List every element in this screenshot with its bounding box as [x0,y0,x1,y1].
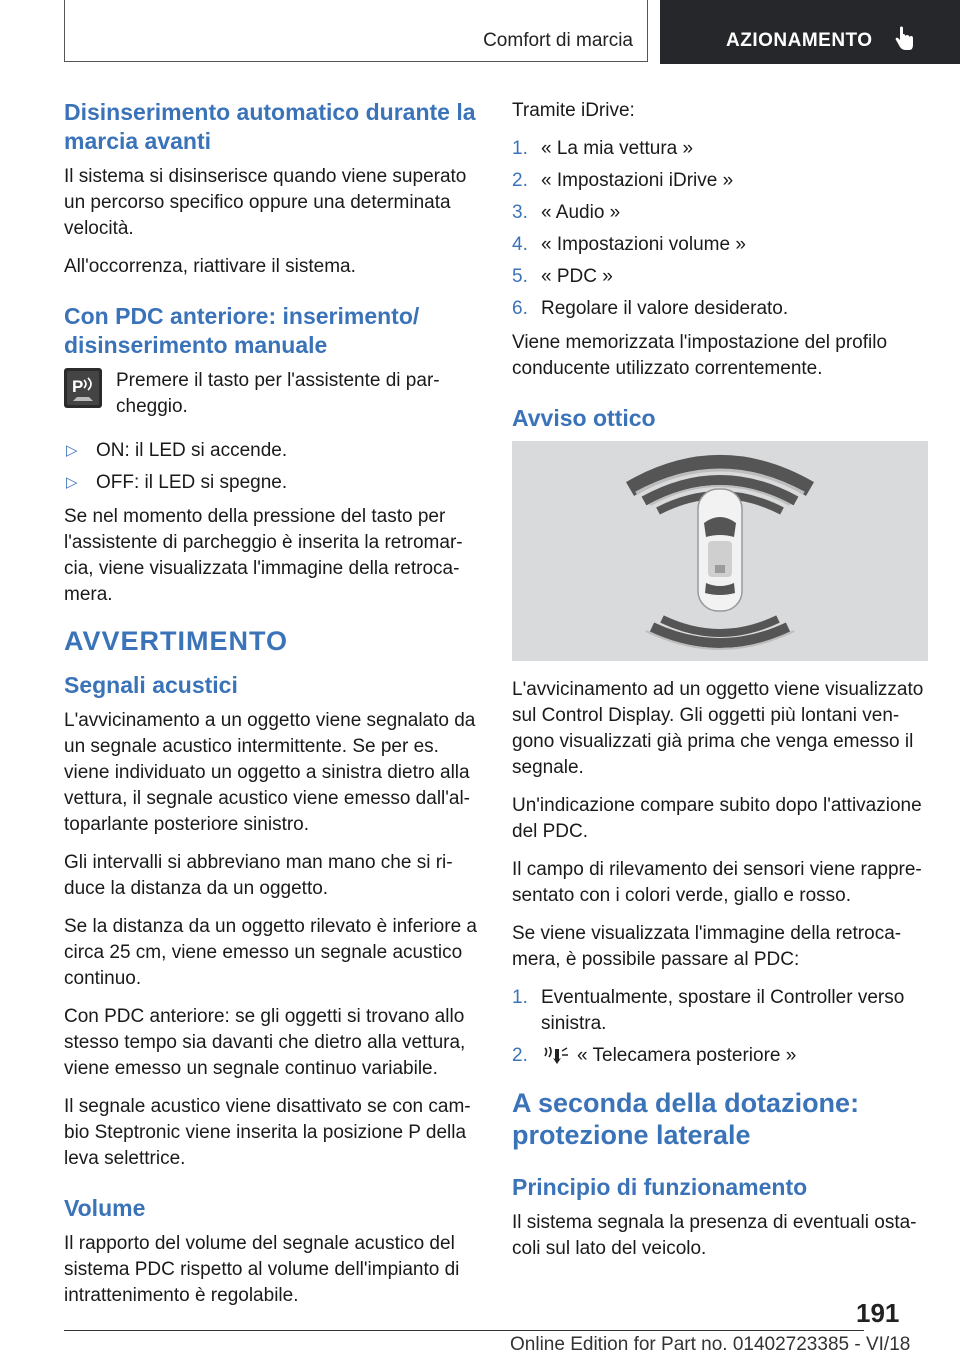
park-assist-button-row [64,368,480,420]
step-number: 2. [512,170,528,191]
para-riattivare: All'occorrenza, riattivare il sistema. [64,256,356,277]
list-item [64,470,480,496]
para-retrocamera: Se viene visualizzata l'immagine della retroca-mera, è possibile passare al PDC: [512,923,902,970]
bullet-text: OFF: il LED si spegne. [96,472,288,493]
rear-sensor-arcs [646,619,794,649]
para-segnali-3: Se la distanza da un oggetto rilevato è inferiore a circa 25 cm, viene emesso un segnale acustico continuo. [64,916,477,989]
para-segnali-1: L'avvicinamento a un oggetto viene segnalato da un segnale acustico intermittente. Se per es. viene individuato un oggetto a sinistra dietro alla vettura, il segnale acustico viene emesso dall'al-toparlante posteriore sinistro. [64,710,476,835]
step-text: « Audio » [541,202,621,223]
step-text: « Impostazioni volume » [541,234,746,255]
para-avvicinamento: L'avvicinamento ad un oggetto viene visualizzato sul Control Display. Gli oggetti più lontani ven-gono visualizzati già prima che venga emesso il segnale. [512,679,924,778]
header-chapter-box [64,0,648,62]
list-item [512,1043,930,1069]
step-number: 1. [512,987,528,1008]
para-tramite-idrive: Tramite iDrive: [512,100,635,121]
step-number: 3. [512,202,528,223]
right-column [512,98,930,1274]
heading-avviso-ottico: Avviso ottico [512,405,656,431]
step-number: 1. [512,138,528,159]
warning-heading: AVVERTIMENTO [64,626,289,656]
heading-principio: Principio di funzionamento [512,1174,808,1200]
list-item [64,438,480,464]
pdc-display-illustration [512,441,928,661]
step-text: Eventualmente, spostare il Controller verso sinistra. [541,987,905,1034]
list-item [512,296,930,322]
heading-seconda-dotazione: A seconda della dotazione: protezione laterale [512,1088,860,1150]
para-volume: Il rapporto del volume del segnale acustico del sistema PDC rispetto al volume dell'impianto di intrattenimento è regolabile. [64,1233,460,1306]
list-item [512,168,930,194]
step-text: « PDC » [541,266,613,287]
pdc-car-diagram [512,441,928,661]
header-chapter-title: Comfort di marcia [483,30,633,51]
step-text: Regolare il valore desiderato. [541,298,789,319]
left-column [64,98,480,1321]
footer-edition: Online Edition for Part no. 01402723385 - VI/18 [510,1334,911,1355]
car-top-view-icon [698,489,742,611]
para-segnali-2: Gli intervalli si abbreviano man mano che si ri-duce la distanza da un oggetto. [64,852,453,899]
idrive-steps-list [512,136,930,322]
para-retromarcia: Se nel momento della pressione del tasto per l'assistente di parcheggio è inserita la retromar-cia, viene visualizzata l'immagine della retroca-mera. [64,506,463,605]
step-number: 2. [512,1045,528,1066]
list-item [512,232,930,258]
heading-volume: Volume [64,1195,146,1221]
header-section-title: AZIONAMENTO [726,30,873,51]
list-item [512,136,930,162]
footer-divider [64,1330,864,1331]
heading-segnali-acustici: Segnali acustici [64,672,238,698]
park-assist-button-icon [64,368,102,408]
step-text: « Impostazioni iDrive » [541,170,734,191]
heading-disinserimento: Disinserimento automatico durante la marcia avanti [64,99,476,154]
step-number: 6. [512,298,528,319]
hand-pointer-icon [894,26,916,52]
list-item [512,264,930,290]
triangle-bullet-icon: ▷ [66,474,78,491]
step-number: 5. [512,266,528,287]
header-section-box [660,0,960,64]
step-text: « Telecamera posteriore » [577,1045,797,1066]
para-premere-tasto: Premere il tasto per l'assistente di par-cheggio. [116,370,440,417]
list-item [512,985,930,1037]
para-memorizzata: Viene memorizzata l'impostazione del profilo conducente utilizzato correntemente. [512,332,888,379]
camera-reverse-icon [543,1047,569,1065]
list-item [512,200,930,226]
heading-pdc-manuale: Con PDC anteriore: inserimento/ disinserimento manuale [64,303,420,358]
para-indicazione: Un'indicazione compare subito dopo l'attivazione del PDC. [512,795,922,842]
led-bullet-list [64,438,480,496]
svg-text:P: P [72,377,84,396]
triangle-bullet-icon: ▷ [66,442,78,459]
bullet-text: ON: il LED si accende. [96,440,288,461]
retrocamera-steps-list [512,985,930,1069]
para-disinserimento: Il sistema si disinserisce quando viene superato un percorso specifico oppure una determinata velocità. [64,166,467,239]
page-number: 191 [856,1298,900,1328]
para-segnali-4: Con PDC anteriore: se gli oggetti si trovano allo stesso tempo sia davanti che dietro alla vettura, viene emesso un segnale continuo variabile. [64,1006,466,1079]
para-campo: Il campo di rilevamento dei sensori viene rappre-sentato con i colori verde, giallo e rosso. [512,859,922,906]
para-principio: Il sistema segnala la presenza di eventuali osta-coli sul lato del veicolo. [512,1212,917,1259]
step-text: « La mia vettura » [541,138,694,159]
para-segnali-5: Il segnale acustico viene disattivato se con cam-bio Steptronic viene inserita la posizione P della leva selettrice. [64,1096,471,1169]
step-number: 4. [512,234,528,255]
